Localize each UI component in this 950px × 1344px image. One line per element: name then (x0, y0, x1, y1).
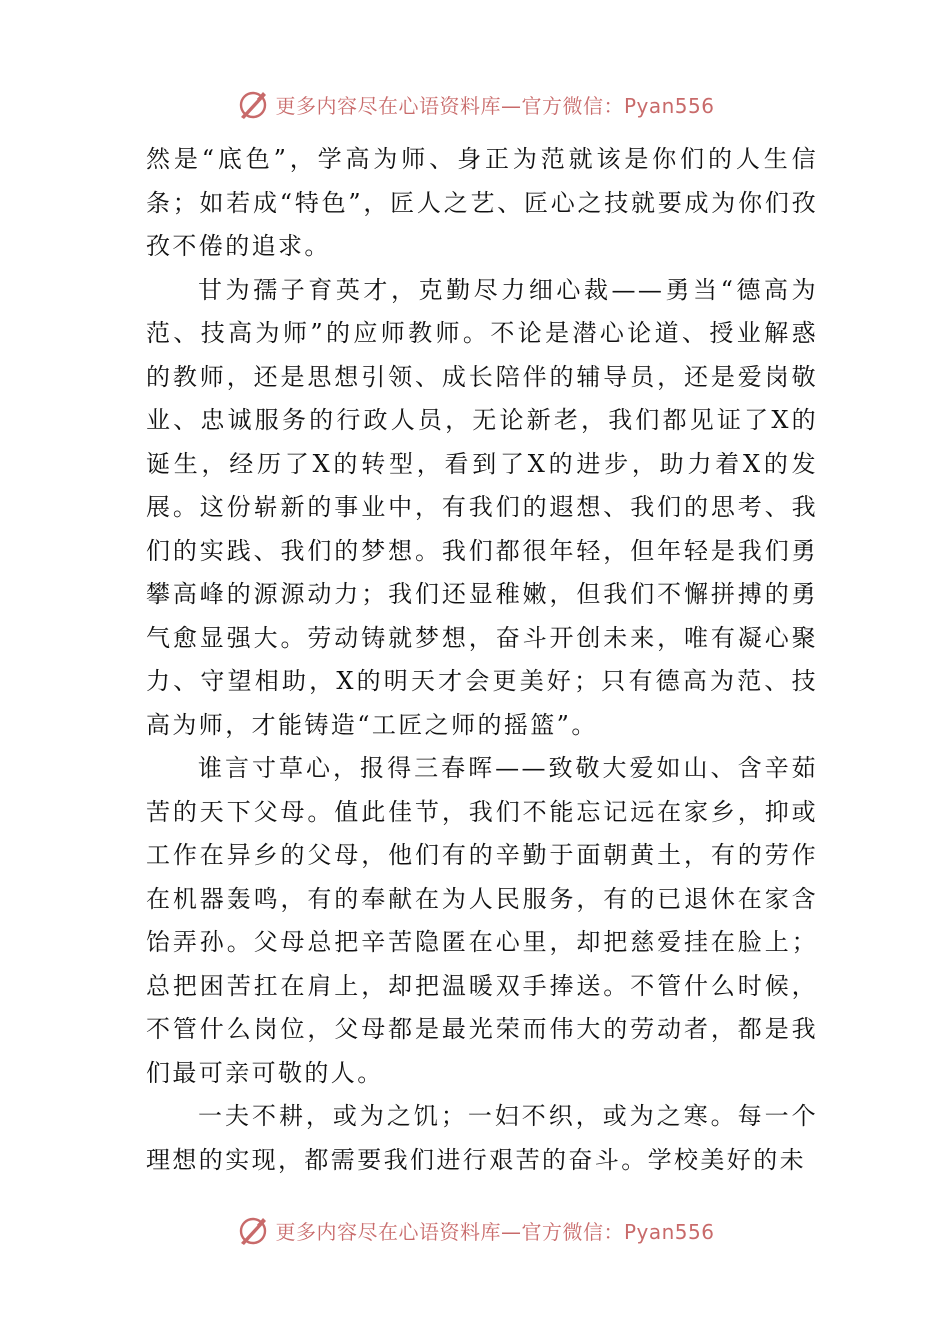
paragraph-1: 然是“底色”，学高为师、身正为范就该是你们的人生信条；如若成“特色”，匠人之艺、匠心之技就要成为你们孜孜不倦的追求。 (146, 145, 818, 260)
paragraph-4: 一夫不耕，或为之饥；一妇不织，或为之寒。每一个理想的实现，都需要我们进行艰苦的奋斗。学校美好的未 (146, 1102, 818, 1174)
quill-pen-circle-icon (235, 86, 271, 122)
paragraph-2: 甘为孺子育英才，克勤尽力细心裁——勇当“德高为范、技高为师”的应师教师。不论是潜心论道、授业解惑的教师，还是思想引领、成长陪伴的辅导员，还是爱岗敬业、忠诚服务的行政人员，无论新老，我们都见证了X的诞生，经历了X的转型，看到了X的进步，助力着X的发展。这份崭新的事业中，有我们的遐想、我们的思考、我们的实践、我们的梦想。我们都很年轻，但年轻是我们勇攀高峰的源源动力；我们还显稚嫩，但我们不懈拼搏的勇气愈显强大。劳动铸就梦想，奋斗开创未来，唯有凝心聚力、守望相助，X的明天才会更美好；只有德高为范、技高为师，才能铸造“工匠之师的摇篮”。 (146, 275, 818, 739)
footer-banner-text: 更多内容尽在心语资料库—官方微信：Pyan556 (275, 1219, 715, 1244)
footer-banner (0, 1210, 950, 1250)
header-banner (0, 84, 950, 124)
document-body (146, 138, 818, 1182)
paragraph-3: 谁言寸草心，报得三春晖——致敬大爱如山、含辛茹苦的天下父母。值此佳节，我们不能忘记远在家乡，抑或工作在异乡的父母，他们有的辛勤于面朝黄土，有的劳作在机器轰鸣，有的奉献在为人民服务，有的已退休在家含饴弄孙。父母总把辛苦隐匿在心里，却把慈爱挂在脸上；总把困苦扛在肩上，却把温暖双手捧送。不管什么时候，不管什么岗位，父母都是最光荣而伟大的劳动者，都是我们最可亲可敬的人。 (146, 754, 818, 1087)
header-banner-text: 更多内容尽在心语资料库—官方微信：Pyan556 (275, 93, 715, 118)
quill-pen-circle-icon (235, 1212, 271, 1248)
